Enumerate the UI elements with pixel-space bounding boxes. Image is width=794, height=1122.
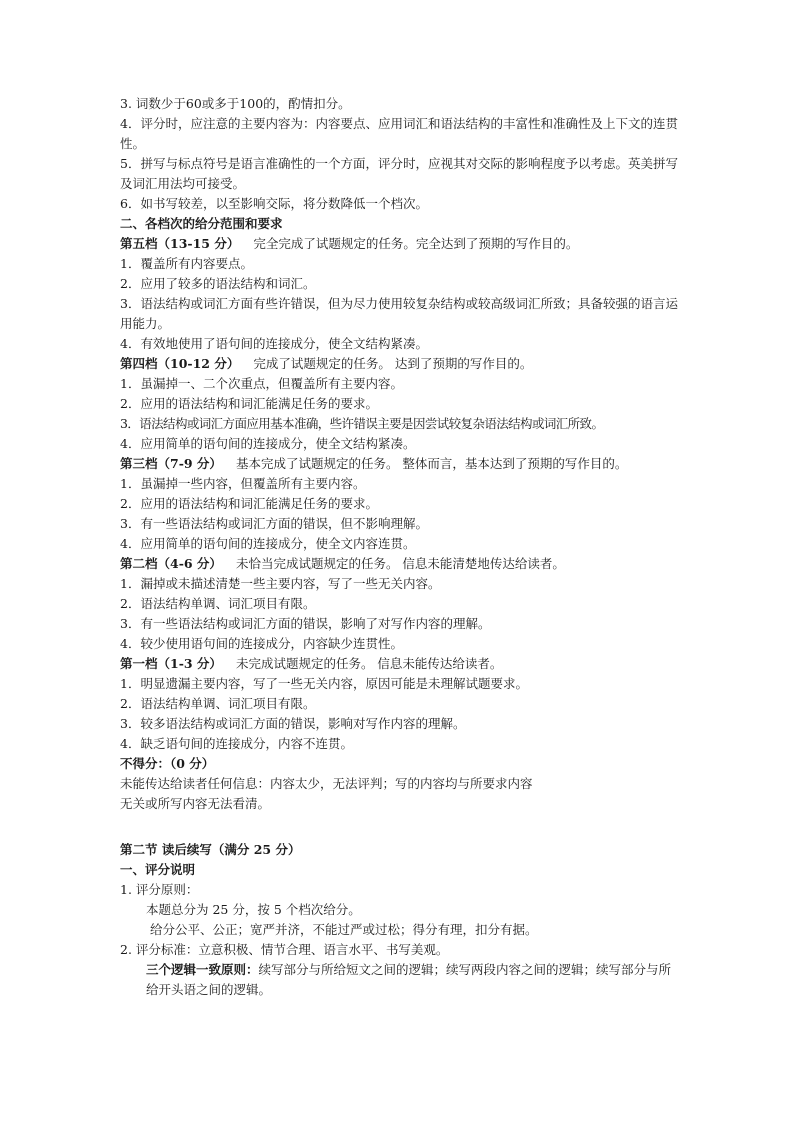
tier-item: 1．虽漏掉一些内容，但覆盖所有主要内容。	[120, 476, 366, 491]
tier-item: 3．有一些语法结构或词汇方面的错误，影响了对写作内容的理解。	[120, 616, 491, 631]
tier-item: 2．应用的语法结构和词汇能满足任务的要求。	[120, 396, 378, 411]
tier-title: 第五档（13-15 分）	[120, 236, 240, 251]
rule-line-4: 4．评分时，应注意的主要内容为：内容要点、应用词汇和语法结构的丰富性和准确性及上下文的连贯性。	[120, 116, 678, 151]
zero-score-line: 未能传达给读者任何信息：内容太少，无法评判；写的内容均与所要求内容	[120, 776, 533, 791]
zero-score-line: 无关或所写内容无法看清。	[120, 796, 271, 811]
tier-item: 3．语法结构或词汇方面有些许错误，但为尽力使用较复杂结构或较高级词汇所致；具备较强的语言运用能力。	[120, 296, 678, 331]
tier-title: 第四档（10-12 分）	[120, 356, 240, 371]
tier-item: 1．覆盖所有内容要点。	[120, 256, 253, 271]
tier-item: 2．语法结构单调、词汇项目有限。	[120, 696, 316, 711]
tier-item: 2．应用的语法结构和词汇能满足任务的要求。	[120, 496, 378, 511]
tier-item: 1．漏掉或未描述清楚一些主要内容，写了一些无关内容。	[120, 576, 441, 591]
tier-item: 4．应用简单的语句间的连接成分，使全文结构紧凑。	[120, 436, 416, 451]
tier-item: 2．应用了较多的语法结构和词汇。	[120, 276, 316, 291]
tier-item: 1．虽漏掉一、二个次重点，但覆盖所有主要内容。	[120, 376, 403, 391]
rule-line-5: 5．拼写与标点符号是语言准确性的一个方面，评分时，应视其对交际的影响程度予以考虑。英美拼写及词汇用法均可接受。	[120, 156, 678, 191]
logic-text: 续写部分与所给短文之间的逻辑；续写两段内容之间的逻辑；续写部分与所给开头语之间的逻辑。	[146, 962, 672, 997]
tier-summary: 未恰当完成试题规定的任务。 信息未能清楚地传达给读者。	[235, 556, 565, 571]
logic-label: 三个逻辑一致原则：	[146, 962, 259, 977]
tier-summary: 未完成试题规定的任务。 信息未能传达给读者。	[235, 656, 503, 671]
tier-header	[120, 654, 680, 674]
principle-line: 本题总分为 25 分，按 5 个档次给分。	[146, 902, 361, 917]
rule-line-3: 3. 词数少于60或多于100的，酌情扣分。	[120, 96, 351, 111]
section-heading-tiers: 二、各档次的给分范围和要求	[120, 216, 283, 231]
tier-item: 4．应用简单的语句间的连接成分，使全文内容连贯。	[120, 536, 416, 551]
tier-item: 4．缺乏语句间的连接成分，内容不连贯。	[120, 736, 353, 751]
section2-subheading: 一、评分说明	[120, 862, 196, 877]
tier-title: 第二档（4-6 分）	[120, 556, 222, 571]
tier-summary: 基本完成了试题规定的任务。 整体而言，基本达到了预期的写作目的。	[235, 456, 628, 471]
tier-item: 4．较少使用语句间的连接成分，内容缺少连贯性。	[120, 636, 403, 651]
tier-summary: 完成了试题规定的任务。 达到了预期的写作目的。	[253, 356, 533, 371]
tier-item: 3．较多语法结构或词汇方面的错误，影响对写作内容的理解。	[120, 716, 466, 731]
tier-title: 第一档（1-3 分）	[120, 656, 222, 671]
tier-item: 1．明显遗漏主要内容，写了一些无关内容，原因可能是未理解试题要求。	[120, 676, 528, 691]
page-content	[120, 94, 680, 1000]
tier-header	[120, 234, 680, 254]
section-spacer	[120, 814, 680, 840]
section2-title: 第二节 读后续写（满分 25 分）	[120, 842, 301, 857]
logic-paragraph	[120, 960, 680, 1000]
principle-label: 1. 评分原则：	[120, 882, 199, 897]
tier-header	[120, 354, 680, 374]
rule-line-6: 6．如书写较差，以至影响交际，将分数降低一个档次。	[120, 196, 428, 211]
tier-header	[120, 554, 680, 574]
tier-item: 4．有效地使用了语句间的连接成分，使全文结构紧凑。	[120, 336, 428, 351]
tier-header	[120, 454, 680, 474]
tier-title: 第三档（7-9 分）	[120, 456, 222, 471]
tier-item: 3．有一些语法结构或词汇方面的错误，但不影响理解。	[120, 516, 428, 531]
tier-item: 3．语法结构或词汇方面应用基本准确，些许错误主要是因尝试较复杂语法结构或词汇所致。	[120, 416, 604, 431]
principle-line: 给分公平、公正；宽严并济，不能过严或过松；得分有理，扣分有据。	[150, 922, 538, 937]
zero-score-title: 不得分：（0 分）	[120, 756, 215, 771]
tier-item: 2．语法结构单调、词汇项目有限。	[120, 596, 316, 611]
standard-line: 2. 评分标准：立意积极、情节合理、语言水平、书写美观。	[120, 942, 449, 957]
tier-summary: 完全完成了试题规定的任务。完全达到了预期的写作目的。	[253, 236, 579, 251]
